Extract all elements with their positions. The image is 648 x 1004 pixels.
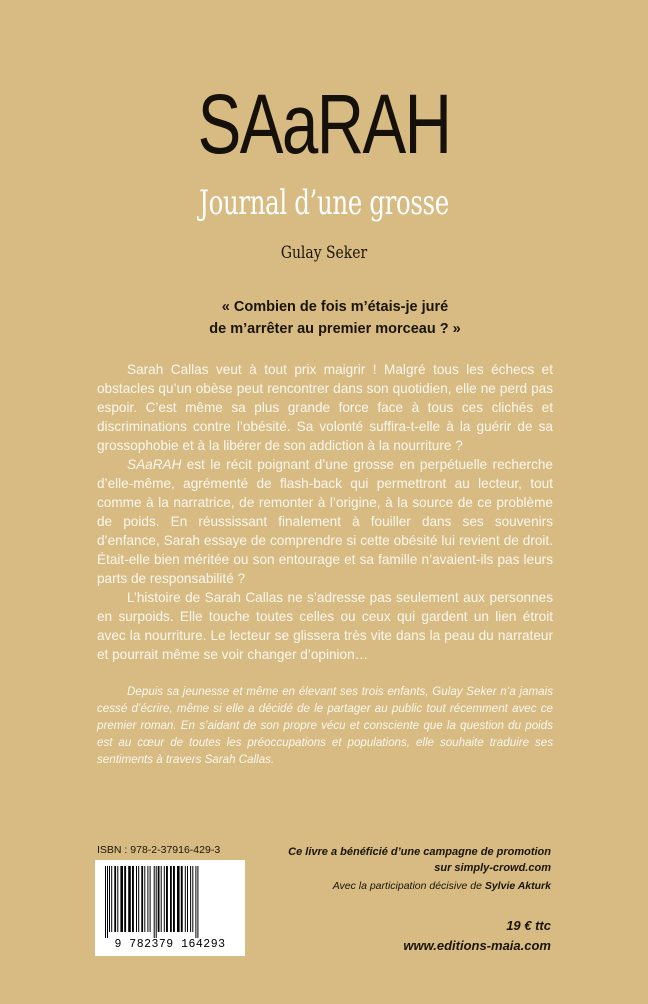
- barcode-bar: [190, 866, 191, 932]
- barcode-bar: [181, 866, 183, 932]
- barcode-bar: [144, 866, 145, 932]
- author-bio-text: Depuis sa jeunesse et même en élevant ses trois enfants, Gulay Seker n’a jamais cessé d’écrire, même si elle a décidé de le partager au public tout récemment avec ce premier roman. En s’aidant de son propre vécu et consciente que la question du poids est au cœur de toutes les préoccupations et populations, elle souhaite traduire ses sentiments à travers Sarah Callas.: [97, 685, 553, 766]
- publisher-website: www.editions-maia.com: [403, 938, 551, 953]
- synopsis: [97, 360, 553, 664]
- synopsis-paragraph-text: est le récit poignant d’une grosse en perpétuelle recherche d’elle-même, agrémenté de flash-back qui permettront au lecteur, tout comme à la narratrice, de remonter à l’origine, à la source de ce problème de poids. En réussissant finalement à fouiller dans ses souvenirs d’enfance, Sarah essaye de comprendre si cette obésité lui revient de droit. Était-elle bien méritée ou son entourage et sa famille n’avaient-ils pas leurs parts de responsabilité ?: [97, 457, 553, 586]
- isbn-label: ISBN : 978-2-37916-429-3: [97, 844, 221, 856]
- barcode-bar: [177, 866, 180, 932]
- barcode: [95, 860, 245, 956]
- barcode-bar: [156, 866, 157, 938]
- barcode-bar: [132, 866, 134, 932]
- barcode-bar: [185, 866, 186, 932]
- pull-quote-line: de m’arrêter au premier morceau ? »: [209, 321, 461, 337]
- synopsis-paragraph: L’histoire de Sarah Callas ne s’adresse pas seulement aux personnes en surpoids. Elle touche toutes celles ou ceux qui gardent un lien étroit avec la nourriture. Le lecteur se glissera très vite dans la peau du narrateur et pourrait même se voir changer d’opinion…: [97, 590, 553, 662]
- barcode-bar: [187, 866, 188, 932]
- promo-line: sur simply-crowd.com: [434, 862, 551, 874]
- barcode-bar: [117, 866, 118, 932]
- synopsis-paragraph: Sarah Callas veut à tout prix maigrir ! Malgré tous les échecs et obstacles qu’un obèse peut rencontrer dans son quotidien, elle ne perd pas espoir. C’est même sa plus grande force face à tous ces clichés et discriminations contre l’obésité. Sa volonté suffira-t-elle à la guérir de sa grossophobie et à la libérer de son addiction à la nourriture ?: [97, 362, 553, 453]
- barcode-bar: [173, 866, 175, 932]
- title-mention: SAaRAH: [127, 457, 182, 472]
- barcode-bar: [197, 866, 198, 938]
- barcode-bar: [166, 866, 168, 932]
- barcode-bar: [192, 866, 193, 932]
- book-subtitle: Journal d’une grosse: [199, 183, 449, 223]
- book-title: SAaRAH: [197, 77, 451, 171]
- barcode-bar: [150, 866, 151, 932]
- barcode-bar: [164, 866, 165, 932]
- barcode-bar: [120, 866, 123, 932]
- barcode-bar: [141, 866, 143, 932]
- barcode-bar: [195, 866, 196, 938]
- pull-quote: [120, 296, 550, 340]
- barcode-bar: [161, 866, 162, 932]
- author-name: Gulay Seker: [280, 243, 368, 263]
- barcode-bar: [111, 866, 112, 932]
- barcode-bar: [109, 866, 110, 932]
- barcode-bar: [114, 866, 116, 932]
- participation-name: Sylvie Akturk: [484, 880, 551, 892]
- barcode-bars: [103, 866, 237, 938]
- participation-text: Avec la participation décisive de: [332, 880, 485, 892]
- promo-line: Ce livre a bénéficié d’une campagne de promotion: [288, 846, 551, 858]
- barcode-digits: 9 782379 164293: [114, 938, 226, 951]
- price: 19 € ttc: [506, 918, 551, 933]
- barcode-bar: [105, 866, 106, 938]
- barcode-bar: [138, 866, 139, 932]
- pull-quote-line: « Combien de fois m’étais-je juré: [221, 299, 449, 315]
- barcode-bar: [136, 866, 137, 932]
- barcode-bar: [154, 866, 155, 938]
- synopsis-paragraph: [97, 455, 553, 588]
- barcode-bar: [170, 866, 172, 932]
- barcode-bar: [147, 866, 148, 932]
- barcode-bar: [107, 866, 108, 938]
- barcode-bar: [124, 866, 126, 932]
- barcode-bar: [128, 866, 131, 932]
- author-bio: [97, 683, 553, 768]
- barcode-bar: [158, 866, 160, 932]
- participation-notice: [333, 880, 551, 892]
- promo-notice: [288, 844, 551, 876]
